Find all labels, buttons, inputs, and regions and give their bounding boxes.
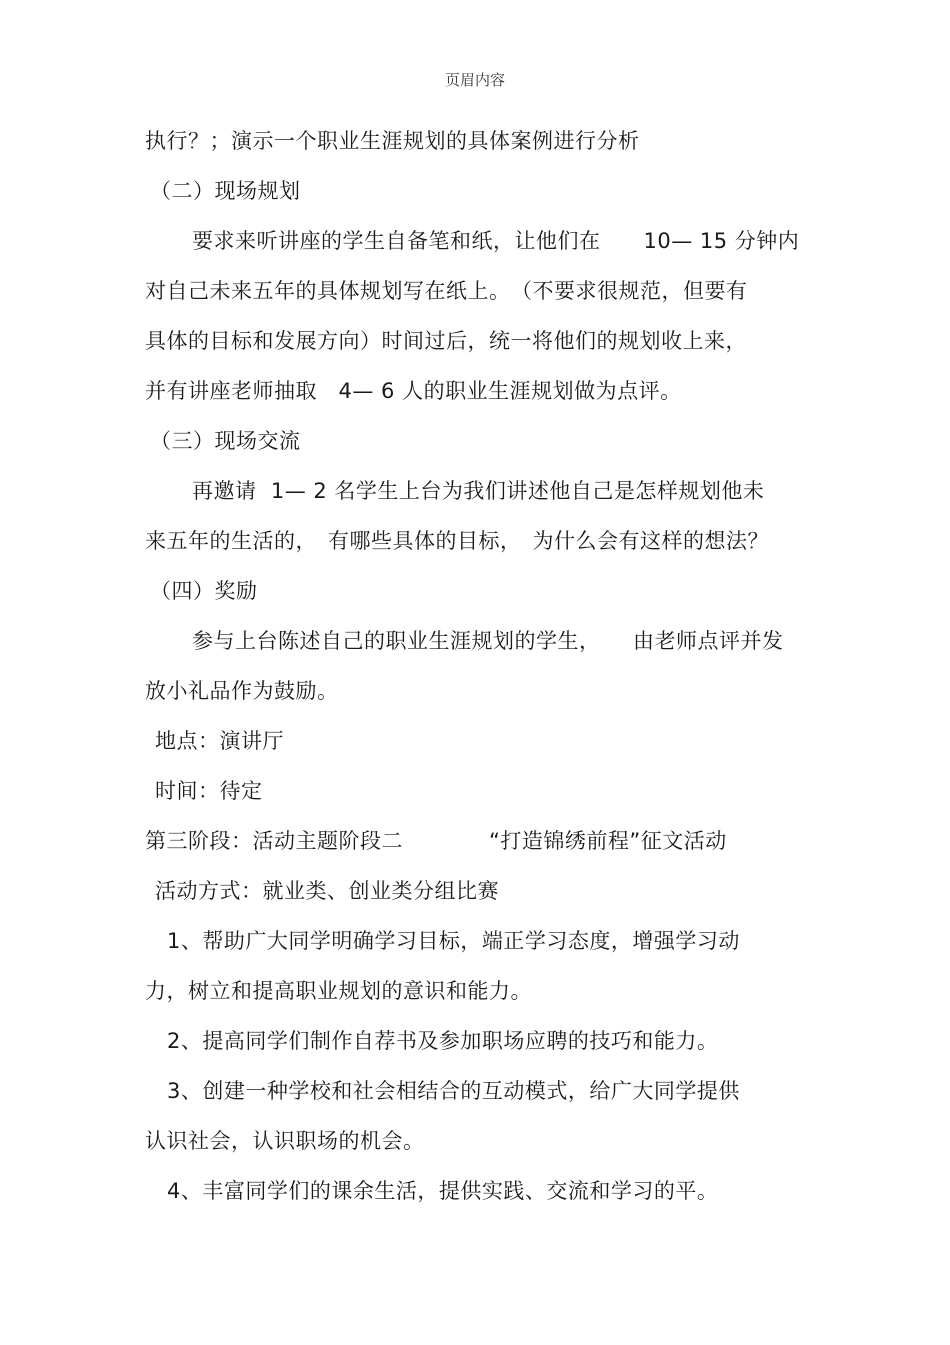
body-line: 要求来听讲座的学生自备笔和纸，让他们在 10— 15 分钟内 — [192, 229, 800, 253]
list-item: 4、丰富同学们的课余生活，提供实践、交流和学习的平。 — [167, 1179, 719, 1203]
list-item: 1、帮助广大同学明确学习目标，端正学习态度，增强学习动 — [167, 929, 740, 953]
time-line: 时间：待定 — [155, 779, 263, 803]
body-line: 执行？；演示一个职业生涯规划的具体案例进行分析 — [145, 129, 640, 153]
body-line: 再邀请 1— 2 名学生上台为我们讲述他自己是怎样规划他未 — [192, 479, 765, 503]
section-heading: （三）现场交流 — [150, 429, 301, 453]
body-line: 并有讲座老师抽取 4— 6 人的职业生涯规划做为点评。 — [145, 379, 682, 403]
stage-heading: 第三阶段：活动主题阶段二 “打造锦绣前程”征文活动 — [145, 829, 727, 853]
body-line: 参与上台陈述自己的职业生涯规划的学生， 由老师点评并发 — [192, 629, 784, 653]
body-line: 来五年的生活的， 有哪些具体的目标， 为什么会有这样的想法？ — [145, 529, 769, 553]
section-heading: （二）现场规划 — [150, 179, 301, 203]
list-item: 2、提高同学们制作自荐书及参加职场应聘的技巧和能力。 — [167, 1029, 719, 1053]
activity-method-line: 活动方式：就业类、创业类分组比赛 — [155, 879, 499, 903]
body-line: 力，树立和提高职业规划的意识和能力。 — [145, 979, 532, 1003]
body-line: 认识社会，认识职场的机会。 — [145, 1129, 425, 1153]
list-item: 3、创建一种学校和社会相结合的互动模式，给广大同学提供 — [167, 1079, 740, 1103]
body-line: 具体的目标和发展方向）时间过后，统一将他们的规划收上来， — [145, 329, 747, 353]
section-heading: （四）奖励 — [150, 579, 258, 603]
location-line: 地点：演讲厅 — [155, 729, 284, 753]
page-header: 页眉内容 — [444, 71, 505, 89]
body-line: 对自己未来五年的具体规划写在纸上。 （不要求很规范，但要有 — [145, 279, 748, 303]
body-line: 放小礼品作为鼓励。 — [145, 679, 339, 703]
